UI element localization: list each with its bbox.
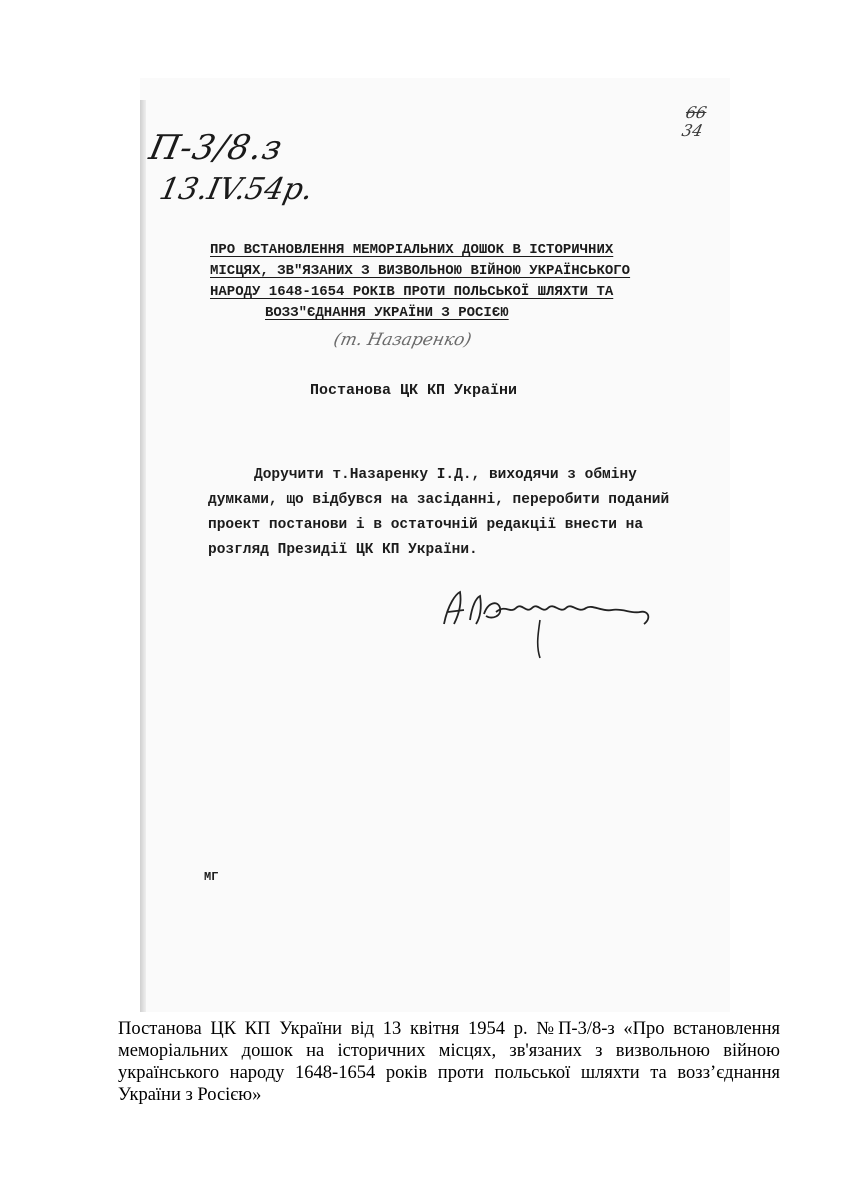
sheet-number: 34 <box>680 121 705 140</box>
document-caption: Постанова ЦК КП України від 13 квітня 1954 р. №П-3/8-з «Про встановлення меморіальних дошок на історичних місцях, зв'язаних з визвольною війною українського народу 1648-1654 років проти польської шляхти та возз’єднання України з Росією» <box>118 1019 780 1105</box>
document-title <box>210 240 670 324</box>
body-line-4: розгляд Президії ЦК КП України. <box>208 542 478 558</box>
body-line-2: думками, що відбувся на засіданні, переробити поданий <box>208 492 670 508</box>
handwritten-reference-code: П-3/8.з <box>145 128 287 168</box>
handwritten-author-note: (т. Назаренко) <box>331 330 474 350</box>
title-line-3: НАРОДУ 1648-1654 РОКІВ ПРОТИ ПОЛЬСЬКОЇ ШЛЯХТИ ТА <box>210 284 614 300</box>
title-line-1: ПРО ВСТАНОВЛЕННЯ МЕМОРІАЛЬНИХ ДОШОК В ІСТОРИЧНИХ <box>210 242 614 258</box>
title-line-2: МІСЦЯХ, ЗВ"ЯЗАНИХ З ВИЗВОЛЬНОЮ ВІЙНОЮ УКРАЇНСЬКОГО <box>210 263 631 279</box>
handwritten-signature <box>436 584 666 664</box>
typist-initials: МГ <box>204 870 219 884</box>
scan-shadow-edge <box>140 100 146 1012</box>
body-line-1: Доручити т.Назаренку І.Д., виходячи з обміну <box>254 467 637 483</box>
resolution-body <box>208 463 670 563</box>
resolution-heading: Постанова ЦК КП України <box>310 382 518 399</box>
handwritten-date: 13.IV.54р. <box>156 172 317 207</box>
sheet-number-struck: 66 <box>684 103 709 122</box>
title-line-4: ВОЗЗ"ЄДНАННЯ УКРАЇНИ З РОСІЄЮ <box>265 305 509 321</box>
body-line-3: проект постанови і в остаточній редакції внести на <box>208 517 644 533</box>
